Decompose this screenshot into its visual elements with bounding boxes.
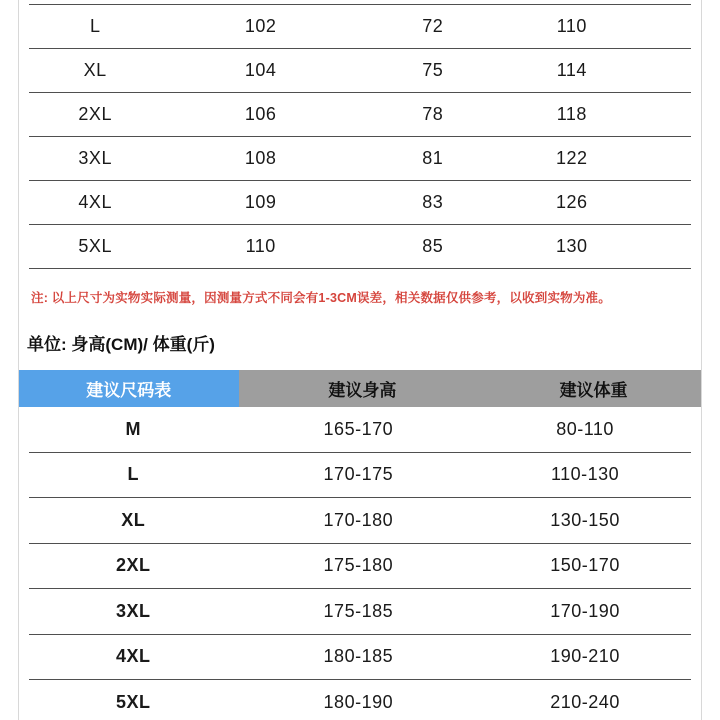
measurement-value: 106 [244, 104, 277, 124]
weight-range: 150-170 [550, 555, 620, 576]
measurement-value: 130 [556, 236, 588, 256]
size-label: 3XL [116, 600, 151, 621]
table-row [29, 544, 691, 590]
unit-line: 单位: 身高(CM)/ 体重(斤) [27, 335, 215, 354]
table-row [29, 137, 691, 181]
table-row [29, 407, 691, 453]
suggested-size-table-header [19, 370, 701, 407]
size-label: 3XL [78, 148, 112, 168]
height-range: 175-185 [323, 600, 394, 621]
suggested-size-table [19, 370, 701, 720]
page-content [18, 0, 702, 720]
measurement-value: 75 [422, 60, 444, 80]
measurement-value: 110 [245, 236, 276, 256]
measurement-value: 102 [244, 16, 277, 36]
table-row [29, 4, 691, 49]
size-label: 2XL [78, 104, 112, 124]
table-row [29, 498, 691, 544]
measurement-value: 85 [422, 236, 444, 256]
height-range: 175-180 [323, 555, 394, 576]
weight-range: 170-190 [550, 600, 620, 621]
weight-range: 80-110 [556, 418, 614, 439]
measurement-value: 104 [244, 60, 277, 80]
height-range: 180-190 [323, 691, 394, 712]
table-row [29, 225, 691, 269]
table-row [29, 49, 691, 93]
measurement-value: 83 [422, 192, 444, 212]
size-label: L [127, 464, 139, 485]
measurement-value: 109 [244, 192, 277, 212]
measurement-value: 122 [556, 148, 588, 168]
table-row [29, 181, 691, 225]
height-range: 180-185 [323, 646, 394, 667]
measurement-value: 110 [556, 16, 587, 36]
weight-range: 130-150 [550, 509, 620, 530]
suggested-size-table-body [19, 407, 701, 720]
header-size-chart-title: 建议尺码表 [19, 370, 239, 407]
table-row [29, 680, 691, 720]
size-label: 4XL [78, 192, 112, 212]
measurement-value: 78 [422, 104, 444, 124]
measurement-value: 72 [422, 16, 444, 36]
measurement-value: 126 [556, 192, 588, 212]
size-label: 5XL [116, 691, 151, 712]
measurement-value: 81 [422, 148, 444, 168]
height-range: 165-170 [323, 418, 394, 439]
table-row [29, 93, 691, 137]
header-suggested-height: 建议身高 [328, 381, 397, 400]
measurement-value: 108 [244, 148, 277, 168]
size-label: 2XL [116, 555, 151, 576]
size-label: XL [83, 60, 107, 80]
measurement-disclaimer-note: 注: 以上尺寸为实物实际测量，因测量方式不同会有1-3CM误差，相关数据仅供参考，以收到实物为准。 [31, 291, 611, 305]
size-label: M [125, 418, 141, 439]
size-label: 5XL [78, 236, 112, 256]
height-range: 170-180 [323, 509, 394, 530]
table-row [29, 589, 691, 635]
weight-range: 210-240 [550, 691, 620, 712]
measurement-table [19, 0, 701, 269]
table-row [29, 635, 691, 681]
header-suggested-weight: 建议体重 [559, 381, 628, 400]
height-range: 170-175 [323, 464, 394, 485]
weight-range: 110-130 [550, 464, 620, 485]
size-label: L [89, 16, 101, 36]
size-label: 4XL [116, 646, 151, 667]
measurement-value: 118 [556, 104, 587, 124]
size-label: XL [121, 509, 146, 530]
measurement-value: 114 [556, 60, 587, 80]
weight-range: 190-210 [550, 646, 620, 667]
table-row [29, 453, 691, 499]
